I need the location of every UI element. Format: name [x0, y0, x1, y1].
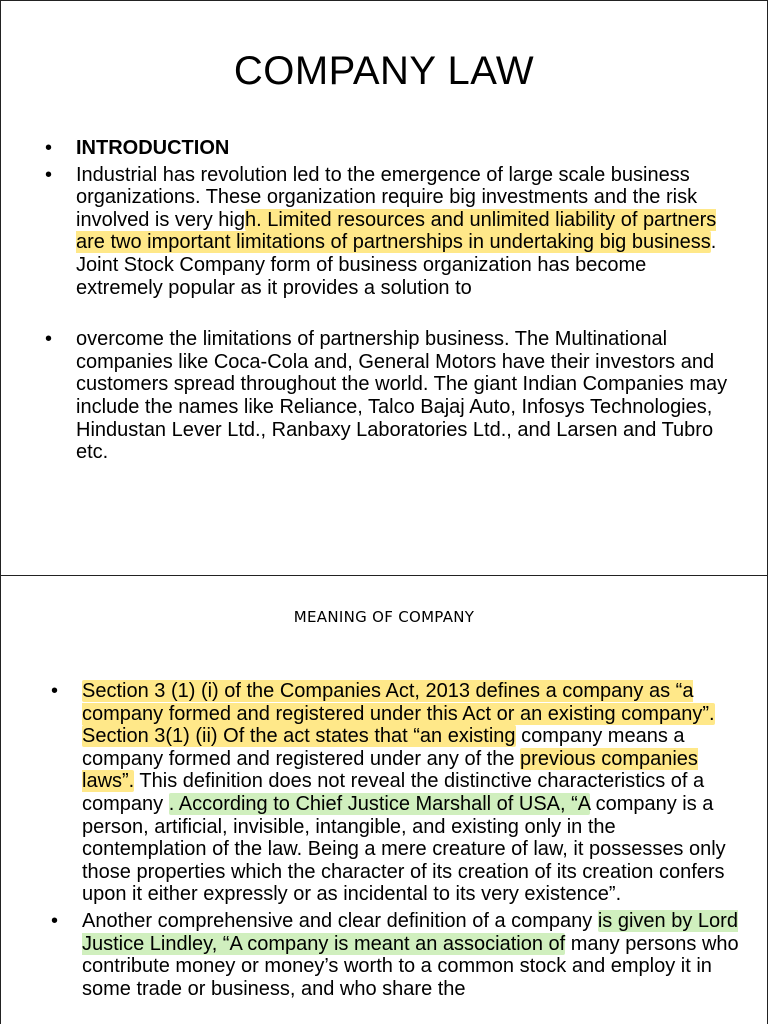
paragraph-text: This definition does not reveal the distinctive characteristics of a company [82, 770, 705, 815]
bullet-list [45, 137, 735, 464]
list-item [45, 164, 735, 300]
section-heading: INTRODUCTION [76, 137, 230, 159]
paragraph-text: Another comprehensive and clear definition of a company [82, 909, 598, 932]
paragraph-text: Industrial has revolution led to the emergence of large scale business organizations. These organization require big investments and the risk involved is very hig [76, 163, 698, 231]
bullet-dot: • [51, 909, 59, 932]
slide-title: COMPANY LAW [233, 49, 535, 93]
list-item [51, 680, 741, 906]
highlighted-text: Section 3 (1) (i) of the Companies Act, 2013 defines a company as “a company formed and registered under this Act or an existing company”. [82, 680, 715, 725]
highlighted-text: Section 3(1) (ii) Of the act states that “an existing [82, 725, 516, 748]
bullet-list [51, 680, 741, 1000]
paragraph-text: company is a person, artificial, invisible, intangible, and existing only in the contemplation of the law. Being a mere creature of law, it possesses only those properties which the character of its creation of its creation confers upon it either expressly or as incidental to its very existence”. [82, 792, 726, 906]
list-item [51, 910, 741, 1000]
slide-meaning-of-company [0, 575, 768, 1024]
highlighted-text: . According to Chief Justice Marshall of USA, “A [168, 792, 591, 815]
highlighted-text: h. Limited resources and unlimited liability of partners are two important limitations of partnerships in undertaking big business [76, 208, 717, 254]
slide-title: MEANING OF COMPANY [293, 608, 475, 626]
bullet-dot: • [51, 680, 59, 702]
paragraph-text: company means a company formed and registered under any of the [82, 725, 685, 770]
paragraph-text: . Joint Stock Company form of business organization has become extremely popular as it provides a solution to [76, 231, 717, 299]
paragraph-text: many persons who contribute money or money’s worth to a common stock and employ it in some trade or business, and who share the [82, 932, 739, 1000]
paragraph-text: overcome the limitations of partnership business. The Multinational companies like Coca-Cola and, General Motors have their investors and customers spread throughout the world. The giant Indian Companies may include the names like Reliance, Talco Bajaj Auto, Infosys Technologies, Hindustan Lever Ltd., Ranbaxy Laboratories Ltd., and Larsen and Tubro etc. [76, 328, 728, 464]
highlighted-text: is given by Lord Justice Lindley, “A company is meant an association of [82, 909, 738, 955]
bullet-dot: • [45, 163, 53, 186]
list-item [45, 328, 735, 464]
list-item [45, 137, 735, 160]
bullet-dot: • [45, 137, 53, 159]
bullet-dot: • [45, 328, 53, 351]
highlighted-text: previous companies laws”. [82, 747, 698, 793]
